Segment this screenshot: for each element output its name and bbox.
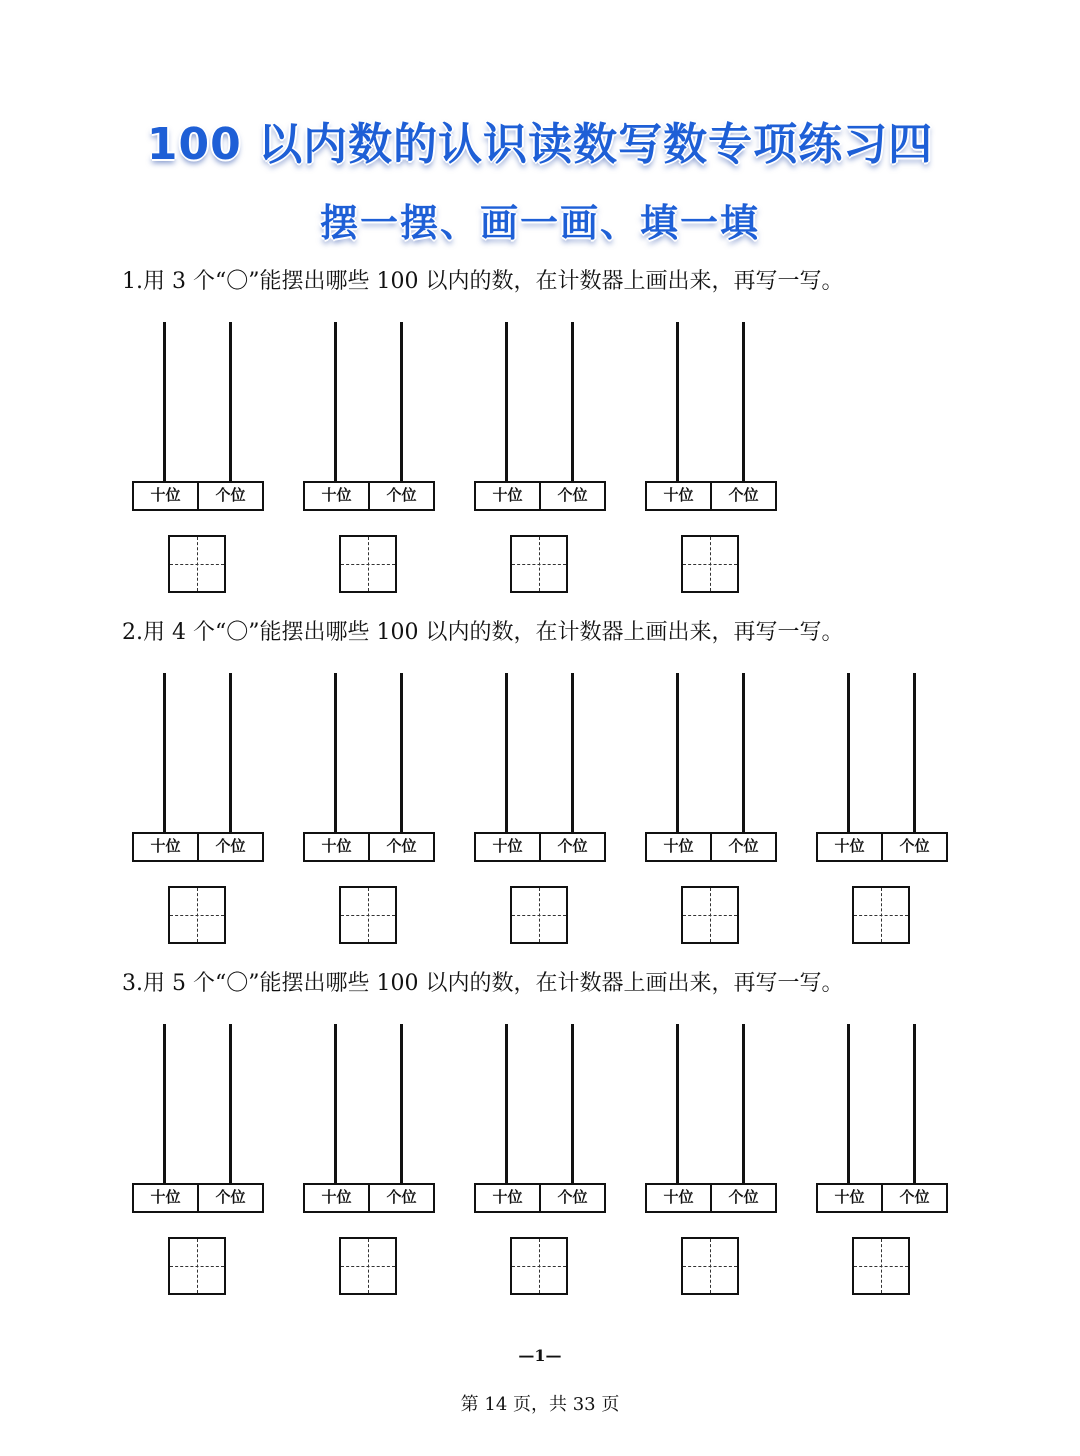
ones-label: 个位	[539, 834, 604, 860]
place-value-bar	[303, 832, 435, 862]
page-info: 第 14 页，共 33 页	[460, 1394, 620, 1415]
counting-frame	[816, 1024, 948, 1304]
guide-line-vertical	[539, 888, 540, 942]
ones-label: 个位	[539, 1185, 604, 1211]
ones-label: 个位	[881, 1185, 946, 1211]
ones-label: 个位	[710, 1185, 775, 1211]
counting-frame	[303, 673, 435, 953]
answer-box[interactable]	[168, 535, 226, 593]
ones-rod[interactable]	[571, 673, 574, 833]
counting-frame	[474, 1024, 606, 1304]
tens-label: 十位	[321, 837, 352, 855]
ones-label: 个位	[539, 483, 604, 509]
place-value-bar	[816, 1183, 948, 1213]
place-value-bar	[645, 481, 777, 511]
tens-rod[interactable]	[676, 673, 679, 833]
tens-rod[interactable]	[505, 673, 508, 833]
ones-rod[interactable]	[400, 1024, 403, 1184]
ones-rod[interactable]	[229, 1024, 232, 1184]
tens-rod[interactable]	[847, 1024, 850, 1184]
ones-label: 个位	[197, 1185, 262, 1211]
tens-label: 十位	[492, 837, 523, 855]
question-3-text: 3.用 5 个“〇”能摆出哪些 100 以内的数，在计数器上画出来，再写一写。	[122, 971, 844, 996]
counting-frame	[132, 1024, 264, 1304]
answer-box[interactable]	[339, 1237, 397, 1295]
guide-line-vertical	[881, 1239, 882, 1293]
ones-rod[interactable]	[742, 322, 745, 482]
counting-frame	[132, 322, 264, 602]
question-2-text: 2.用 4 个“〇”能摆出哪些 100 以内的数，在计数器上画出来，再写一写。	[122, 620, 844, 645]
ones-rod[interactable]	[400, 673, 403, 833]
tens-rod[interactable]	[163, 322, 166, 482]
answer-box[interactable]	[168, 1237, 226, 1295]
answer-box[interactable]	[339, 535, 397, 593]
tens-rod[interactable]	[505, 1024, 508, 1184]
guide-line-vertical	[197, 1239, 198, 1293]
tens-rod[interactable]	[847, 673, 850, 833]
counting-frame	[303, 1024, 435, 1304]
tens-label: 十位	[150, 1188, 181, 1206]
guide-line-vertical	[539, 537, 540, 591]
place-value-bar	[474, 481, 606, 511]
tens-rod[interactable]	[334, 1024, 337, 1184]
answer-box[interactable]	[168, 886, 226, 944]
tens-label: 十位	[150, 486, 181, 504]
tens-label: 十位	[834, 1188, 865, 1206]
answer-box[interactable]	[510, 1237, 568, 1295]
place-value-bar	[474, 832, 606, 862]
ones-label: 个位	[197, 834, 262, 860]
tens-label: 十位	[834, 837, 865, 855]
ones-rod[interactable]	[742, 1024, 745, 1184]
guide-line-vertical	[710, 537, 711, 591]
ones-label: 个位	[197, 483, 262, 509]
tens-rod[interactable]	[505, 322, 508, 482]
tens-label: 十位	[663, 1188, 694, 1206]
place-value-bar	[303, 1183, 435, 1213]
tens-rod[interactable]	[334, 673, 337, 833]
ones-rod[interactable]	[571, 1024, 574, 1184]
ones-rod[interactable]	[400, 322, 403, 482]
tens-rod[interactable]	[676, 322, 679, 482]
place-value-bar	[645, 832, 777, 862]
guide-line-vertical	[881, 888, 882, 942]
answer-box[interactable]	[852, 1237, 910, 1295]
place-value-bar	[132, 832, 264, 862]
counting-frame	[645, 322, 777, 602]
ones-label: 个位	[710, 483, 775, 509]
place-value-bar	[816, 832, 948, 862]
counting-frame	[303, 322, 435, 602]
ones-rod[interactable]	[229, 673, 232, 833]
tens-label: 十位	[321, 1188, 352, 1206]
ones-label: 个位	[368, 483, 433, 509]
answer-box[interactable]	[681, 535, 739, 593]
tens-rod[interactable]	[676, 1024, 679, 1184]
guide-line-vertical	[197, 888, 198, 942]
guide-line-vertical	[368, 888, 369, 942]
place-value-bar	[132, 481, 264, 511]
counting-frame	[645, 1024, 777, 1304]
ones-rod[interactable]	[571, 322, 574, 482]
tens-label: 十位	[150, 837, 181, 855]
counting-frame	[474, 673, 606, 953]
tens-label: 十位	[492, 1188, 523, 1206]
place-value-bar	[474, 1183, 606, 1213]
counting-frame	[474, 322, 606, 602]
question-1-abacus-row	[0, 322, 1080, 602]
tens-label: 十位	[321, 486, 352, 504]
ones-label: 个位	[881, 834, 946, 860]
place-value-bar	[303, 481, 435, 511]
tens-label: 十位	[663, 837, 694, 855]
counting-frame	[645, 673, 777, 953]
guide-line-vertical	[368, 1239, 369, 1293]
question-2-abacus-row	[0, 673, 1080, 953]
answer-box[interactable]	[681, 886, 739, 944]
counting-frame	[816, 673, 948, 953]
guide-line-vertical	[197, 537, 198, 591]
question-1-text: 1.用 3 个“〇”能摆出哪些 100 以内的数，在计数器上画出来，再写一写。	[122, 269, 844, 294]
place-value-bar	[132, 1183, 264, 1213]
guide-line-vertical	[539, 1239, 540, 1293]
tens-rod[interactable]	[334, 322, 337, 482]
tens-rod[interactable]	[163, 673, 166, 833]
guide-line-vertical	[710, 888, 711, 942]
ones-rod[interactable]	[742, 673, 745, 833]
guide-line-vertical	[368, 537, 369, 591]
ones-rod[interactable]	[229, 322, 232, 482]
answer-box[interactable]	[852, 886, 910, 944]
tens-rod[interactable]	[163, 1024, 166, 1184]
worksheet-subtitle: 摆一摆、画一画、填一填	[319, 201, 760, 245]
answer-box[interactable]	[510, 886, 568, 944]
tens-label: 十位	[663, 486, 694, 504]
question-3-abacus-row	[0, 1024, 1080, 1304]
ones-label: 个位	[710, 834, 775, 860]
answer-box[interactable]	[681, 1237, 739, 1295]
tens-label: 十位	[492, 486, 523, 504]
counting-frame	[132, 673, 264, 953]
ones-label: 个位	[368, 834, 433, 860]
ones-label: 个位	[368, 1185, 433, 1211]
worksheet-title: 100 以内数的认识读数写数专项练习四	[146, 119, 934, 170]
page-number: —1—	[518, 1346, 562, 1365]
ones-rod[interactable]	[913, 1024, 916, 1184]
answer-box[interactable]	[510, 535, 568, 593]
ones-rod[interactable]	[913, 673, 916, 833]
answer-box[interactable]	[339, 886, 397, 944]
place-value-bar	[645, 1183, 777, 1213]
guide-line-vertical	[710, 1239, 711, 1293]
